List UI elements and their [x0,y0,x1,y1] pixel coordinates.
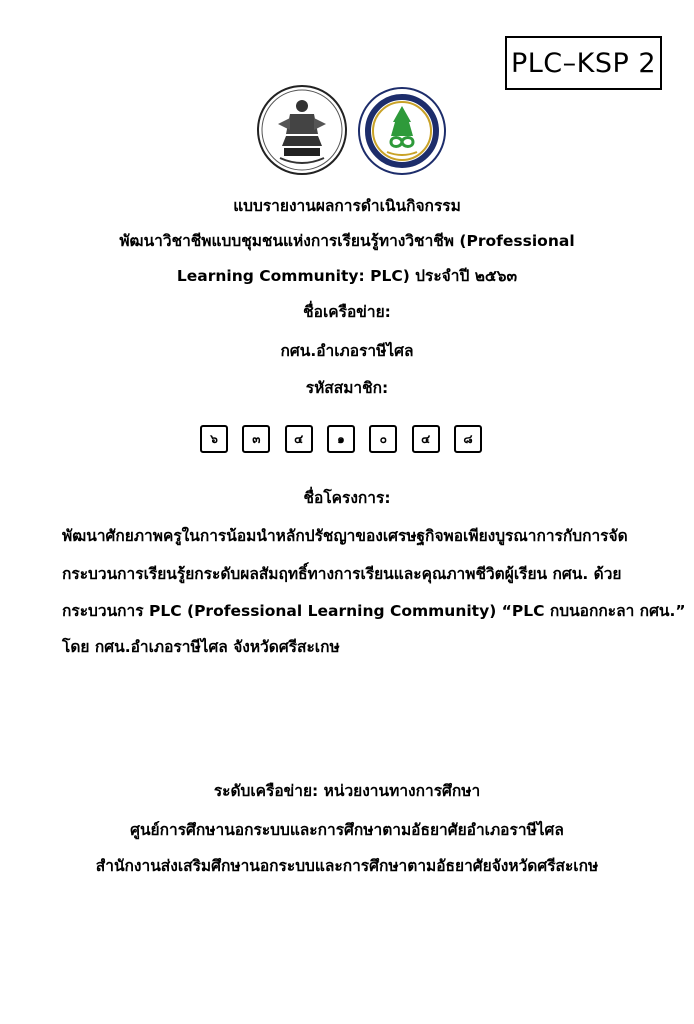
project-description-line: กระบวนการเรียนรู้ยกระดับผลสัมฤทธิ์ทางการเรียนและคุณภาพชีวิตผู้เรียน กศน. ด้วย [62,565,622,583]
ministry-emblem-icon [256,84,348,180]
project-description-line: กระบวนการ PLC (Professional Learning Community) “PLC กบนอกกะลา กศน.” [62,602,686,620]
member-id-digit: ๑ [327,425,355,453]
office-name: สำนักงานส่งเสริมศึกษานอกระบบและการศึกษาตามอัธยาศัยจังหวัดศรีสะเกษ [95,857,599,875]
member-id-digit: ๓ [242,425,270,453]
member-id-digit: ๘ [454,425,482,453]
report-subtitle-line2: Learning Community: PLC) ประจำปี ๒๕๖๓ [176,267,518,285]
report-title: แบบรายงานผลการดำเนินกิจกรรม [233,197,461,215]
member-id-digit: ๖ [200,425,228,453]
member-id-digit: ๔ [412,425,440,453]
form-code-box: PLC–KSP 2 [505,36,662,90]
member-id-digit: ๔ [285,425,313,453]
member-id-boxes [200,425,482,455]
center-name: ศูนย์การศึกษานอกระบบและการศึกษาตามอัธยาศัยอำเภอราษีไศล [130,821,564,839]
project-description-line: พัฒนาศักยภาพครูในการน้อมนำหลักปรัชญาของเศรษฐกิจพอเพียงบูรณาการกับการจัด [62,527,628,545]
report-subtitle-line1: พัฒนาวิชาชีพแบบชุมชนแห่งการเรียนรู้ทางวิชาชีพ (Professional [119,232,575,250]
network-value: กศน.อำเภอราษีไศล [280,342,414,360]
education-office-logo-icon [357,86,447,180]
network-level: ระดับเครือข่าย: หน่วยงานทางการศึกษา [213,782,481,800]
network-label: ชื่อเครือข่าย: [303,303,391,321]
project-description-line: โดย กศน.อำเภอราษีไศล จังหวัดศรีสะเกษ [62,638,340,656]
member-id-label: รหัสสมาชิก: [305,379,389,397]
project-label: ชื่อโครงการ: [303,489,391,507]
member-id-digit: ๐ [369,425,397,453]
